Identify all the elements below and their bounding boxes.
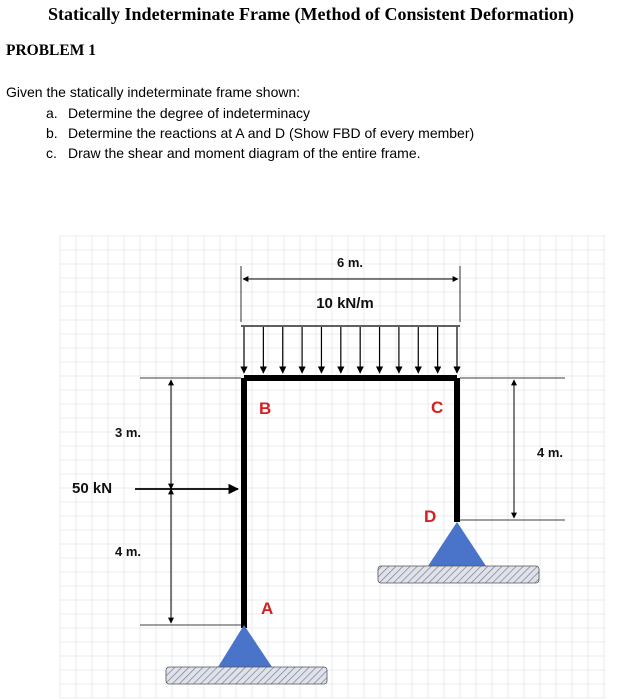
task-marker: c.	[46, 145, 57, 161]
page-title: Statically Indeterminate Frame (Method of Consistent Deformation)	[48, 4, 574, 24]
ground-d	[378, 566, 539, 583]
task-marker: b.	[46, 125, 58, 141]
problem-heading: PROBLEM 1	[6, 42, 96, 59]
right-dim-label: 4 m.	[537, 445, 564, 460]
node-d-label: D	[424, 507, 437, 526]
node-b-label: B	[259, 399, 272, 418]
task-text: Draw the shear and moment diagram of the entire frame.	[68, 145, 421, 161]
frame-members	[244, 378, 457, 628]
span-label: 6 m.	[336, 255, 364, 270]
point-load-label: 50 kN	[72, 480, 113, 497]
task-marker: a.	[46, 105, 58, 121]
node-a-label: A	[261, 599, 274, 618]
task-text: Determine the degree of indeterminacy	[68, 105, 311, 121]
left-upper-dim-label: 3 m.	[115, 425, 142, 440]
udl-label: 10 kN/m	[316, 295, 374, 312]
span-dimension	[241, 266, 460, 322]
distributed-load	[241, 326, 460, 373]
problem-intro: Given the statically indeterminate frame shown:	[6, 84, 301, 100]
pin-support-a	[218, 625, 272, 667]
task-text: Determine the reactions at A and D (Show FBD of every member)	[68, 125, 475, 141]
node-c-label: C	[431, 398, 444, 417]
left-lower-dim-label: 4 m.	[115, 544, 142, 559]
ground-a	[166, 667, 327, 684]
